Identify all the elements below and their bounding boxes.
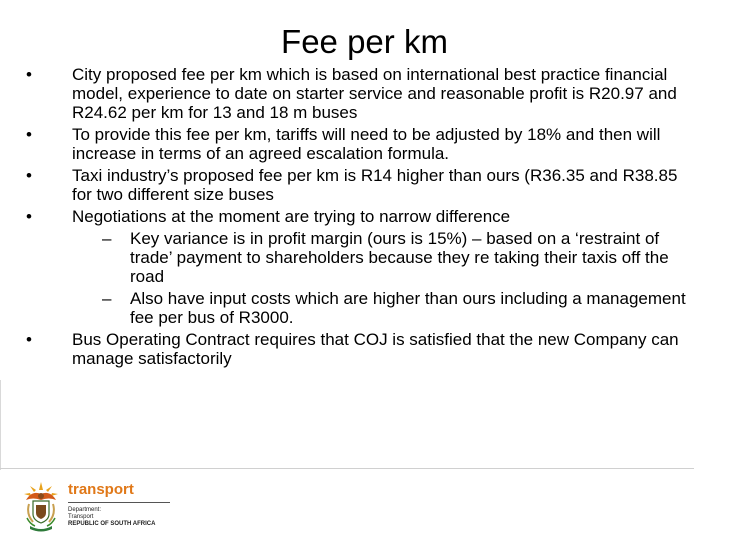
sub-bullet-text: Also have input costs which are higher than ours including a management fee per bus of R3000. (130, 289, 686, 327)
slide-title: Fee per km (281, 23, 448, 60)
logo-line-department: Department: (68, 507, 102, 513)
bullet-item (26, 330, 696, 368)
bullet-text: City proposed fee per km which is based on international best practice financial model, experience to date on starter service and reasonable profit is R20.97 and R24.62 per km for 13 and 18 m buses (72, 65, 677, 122)
bullet-item (26, 207, 696, 327)
sub-bullet-text: Key variance is in profit margin (ours is 15%) – based on a ‘restraint of trade’ payment to shareholders because they re taking their taxis off the road (130, 229, 669, 286)
bullet-text: To provide this fee per km, tariffs will need to be adjusted by 18% and then will increase in terms of an agreed escalation formula. (72, 125, 661, 163)
sub-bullet-item (72, 229, 696, 286)
bullet-list (26, 65, 696, 371)
bullet-item (26, 65, 696, 122)
logo-line-transport: Transport (68, 514, 94, 520)
footer-divider (0, 468, 694, 469)
bullet-text: Negotiations at the moment are trying to narrow difference (72, 207, 511, 226)
logo-wordmark: transport (68, 481, 134, 498)
logo-divider (68, 502, 170, 503)
sub-bullet-list (72, 229, 696, 327)
bullet-text: Taxi industry’s proposed fee per km is R14 higher than ours (R36.35 and R38.85 for two different size buses (72, 166, 678, 204)
bullet-text: Bus Operating Contract requires that COJ is satisfied that the new Company can manage satisfactorily (72, 330, 679, 368)
left-edge-line (0, 380, 1, 470)
sub-bullet-item (72, 289, 696, 327)
logo-line-country: REPUBLIC OF SOUTH AFRICA (68, 521, 156, 527)
bullet-item (26, 125, 696, 163)
department-logo (18, 478, 178, 534)
bullet-item (26, 166, 696, 204)
south-africa-coat-of-arms-icon (18, 478, 64, 534)
